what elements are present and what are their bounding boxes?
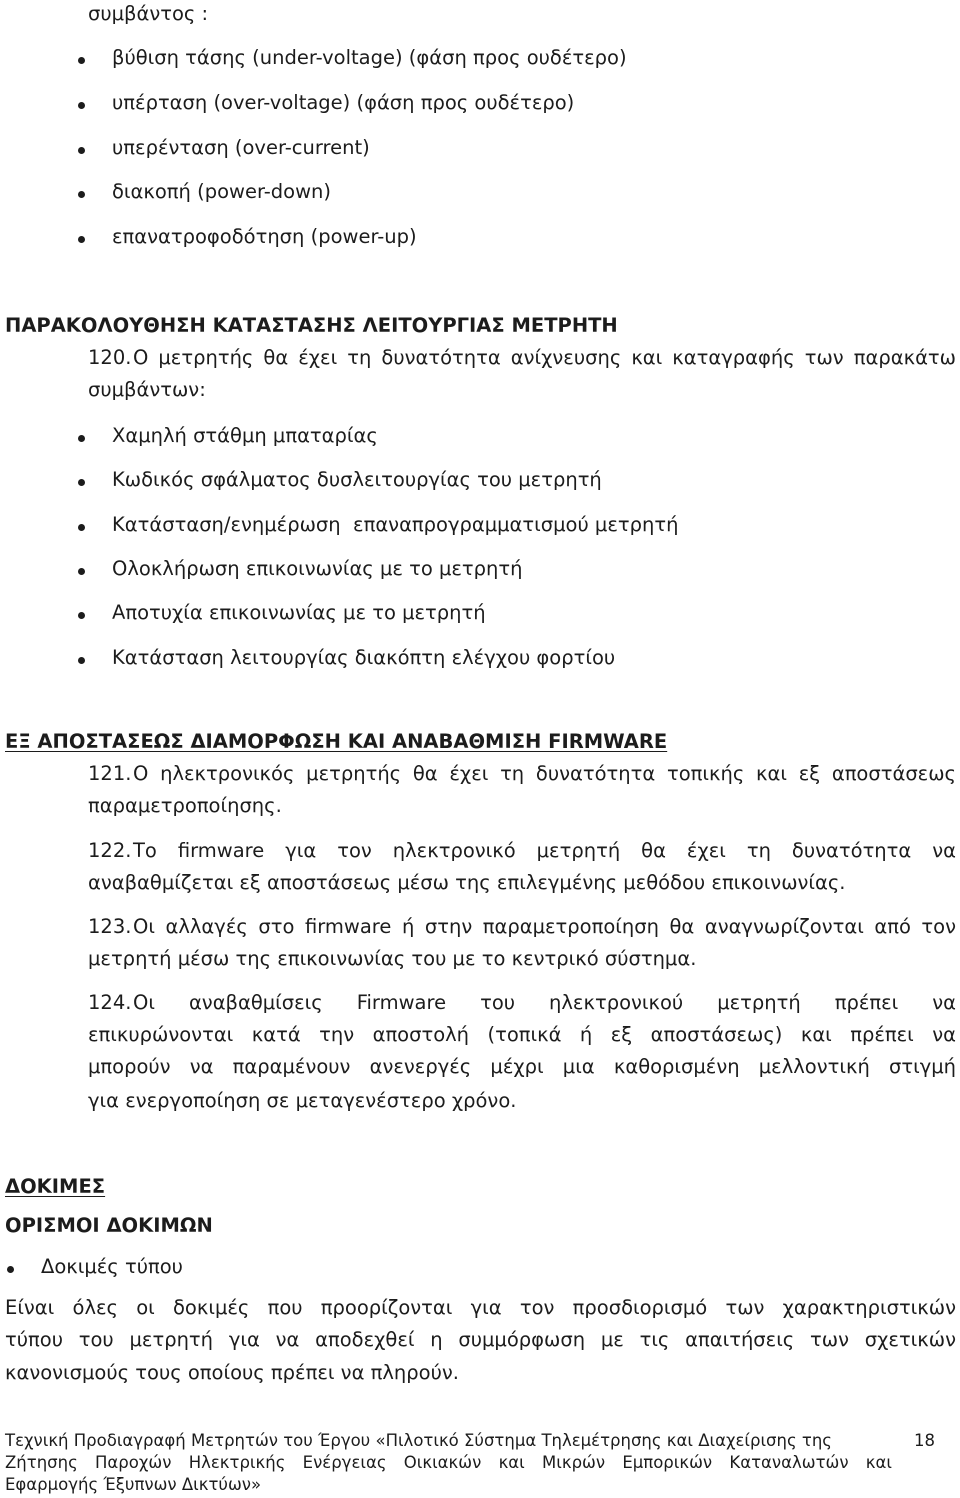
paragraph-line: τύπου του μετρητή για να αποδεχθεί η συμμόρφωση με τις απαιτήσεις των σχετικών <box>5 1328 956 1351</box>
footer-line: Ζήτησης Παροχών Ηλεκτρικής Ενέργειας Οικιακών και Μικρών Εμπορικών Καταναλωτών και <box>5 1453 892 1472</box>
item-number: 124. <box>88 991 132 1014</box>
footer-line: Τεχνική Προδιαγραφή Μετρητών του Έργου «Πιλοτικό Σύστημα Τηλεμέτρησης και Διαχείρισης της <box>5 1431 832 1450</box>
paragraph-line: κανονισμούς τους οποίους πρέπει να πληρούν. <box>5 1361 459 1384</box>
item-number: 122. <box>88 839 132 862</box>
bullet-icon <box>78 102 85 109</box>
list-item: Ολοκλήρωση επικοινωνίας με το μετρητή <box>112 557 523 580</box>
footer-line: Εφαρμογής Έξυπνων Δικτύων» <box>5 1475 262 1494</box>
item-text-line: επικυρώνονται κατά την αποστολή (τοπικά ή εξ αποστάσεως) και πρέπει να <box>88 1023 956 1046</box>
item-number: 123. <box>88 915 132 938</box>
list-item: διακοπή (power-down) <box>112 180 331 203</box>
section-heading-tests: ΔΟΚΙΜΕΣ <box>5 1175 106 1198</box>
item-text-line: για ενεργοποίηση σε μεταγενέστερο χρόνο. <box>88 1089 517 1112</box>
item-text-line: μετρητή μέσω της επικοινωνίας του με το κεντρικό σύστημα. <box>88 947 697 970</box>
bullet-icon <box>78 479 85 486</box>
list-item: Κατάσταση λειτουργίας διακόπτη ελέγχου φορτίου <box>112 646 616 669</box>
list-item: βύθιση τάσης (under-voltage) (φάση προς ουδέτερο) <box>112 46 627 69</box>
list-item: υπέρταση (over-voltage) (φάση προς ουδέτερο) <box>112 91 575 114</box>
item-text-line: παραμετροποίησης. <box>88 794 282 817</box>
bullet-icon <box>78 236 85 243</box>
bullet-icon <box>78 191 85 198</box>
item-text-line: Ο ηλεκτρονικός μετρητής θα έχει τη δυνατότητα τοπικής και εξ αποστάσεως <box>133 762 956 785</box>
list-item: Αποτυχία επικοινωνίας με το μετρητή <box>112 601 486 624</box>
bullet-icon <box>78 147 85 154</box>
item-text-line: συμβάντων: <box>88 378 206 401</box>
bullet-icon <box>78 568 85 575</box>
bullet-icon <box>78 612 85 619</box>
bullet-icon <box>78 435 85 442</box>
bullet-icon <box>78 57 85 64</box>
item-text-line: Οι αλλαγές στο firmware ή στην παραμετροποίηση θα αναγνωρίζονται από τον <box>133 915 956 938</box>
item-number: 121. <box>88 762 132 785</box>
paragraph-line: Είναι όλες οι δοκιμές που προορίζονται για τον προσδιορισμό των χαρακτηριστικών <box>5 1296 956 1319</box>
bullet-icon <box>78 524 85 531</box>
bullet-icon <box>78 657 85 664</box>
intro-tail-text: συμβάντος : <box>88 2 209 25</box>
list-item: Δοκιμές τύπου <box>41 1255 183 1278</box>
item-number: 120. <box>88 346 132 369</box>
section-heading-firmware: ΕΞ ΑΠΟΣΤΑΣΕΩΣ ΔΙΑΜΟΡΦΩΣΗ ΚΑΙ ΑΝΑΒΑΘΜΙΣΗ FIRMWARE <box>5 730 668 753</box>
bullet-icon <box>7 1266 14 1273</box>
list-item: επανατροφοδότηση (power-up) <box>112 225 417 248</box>
list-item: Κατάσταση/ενημέρωση επαναπρογραμματισμού μετρητή <box>112 513 679 536</box>
item-text-line: αναβαθμίζεται εξ αποστάσεως μέσω της επιλεγμένης μεθόδου επικοινωνίας. <box>88 871 846 894</box>
list-item: Χαμηλή στάθμη μπαταρίας <box>112 424 378 447</box>
item-text-line: Το firmware για τον ηλεκτρονικό μετρητή θα έχει τη δυνατότητα να <box>133 839 956 862</box>
section-heading-monitoring: ΠΑΡΑΚΟΛΟΥΘΗΣΗ ΚΑΤΑΣΤΑΣΗΣ ΛΕΙΤΟΥΡΓΙΑΣ ΜΕΤΡΗΤΗ <box>5 314 618 337</box>
page-number: 18 <box>914 1431 935 1450</box>
subheading-test-definitions: ΟΡΙΣΜΟΙ ΔΟΚΙΜΩΝ <box>5 1214 213 1237</box>
list-item: Κωδικός σφάλματος δυσλειτουργίας του μετρητή <box>112 468 602 491</box>
list-item: υπερένταση (over-current) <box>112 136 370 159</box>
item-text-line: μπορούν να παραμένουν ανενεργές μέχρι μια καθορισμένη μελλοντική στιγμή <box>88 1055 956 1078</box>
item-text-line: Ο μετρητής θα έχει τη δυνατότητα ανίχνευσης και καταγραφής των παρακάτω <box>133 346 956 369</box>
item-text-line: Οι αναβαθμίσεις Firmware του ηλεκτρονικού μετρητή πρέπει να <box>133 991 956 1014</box>
